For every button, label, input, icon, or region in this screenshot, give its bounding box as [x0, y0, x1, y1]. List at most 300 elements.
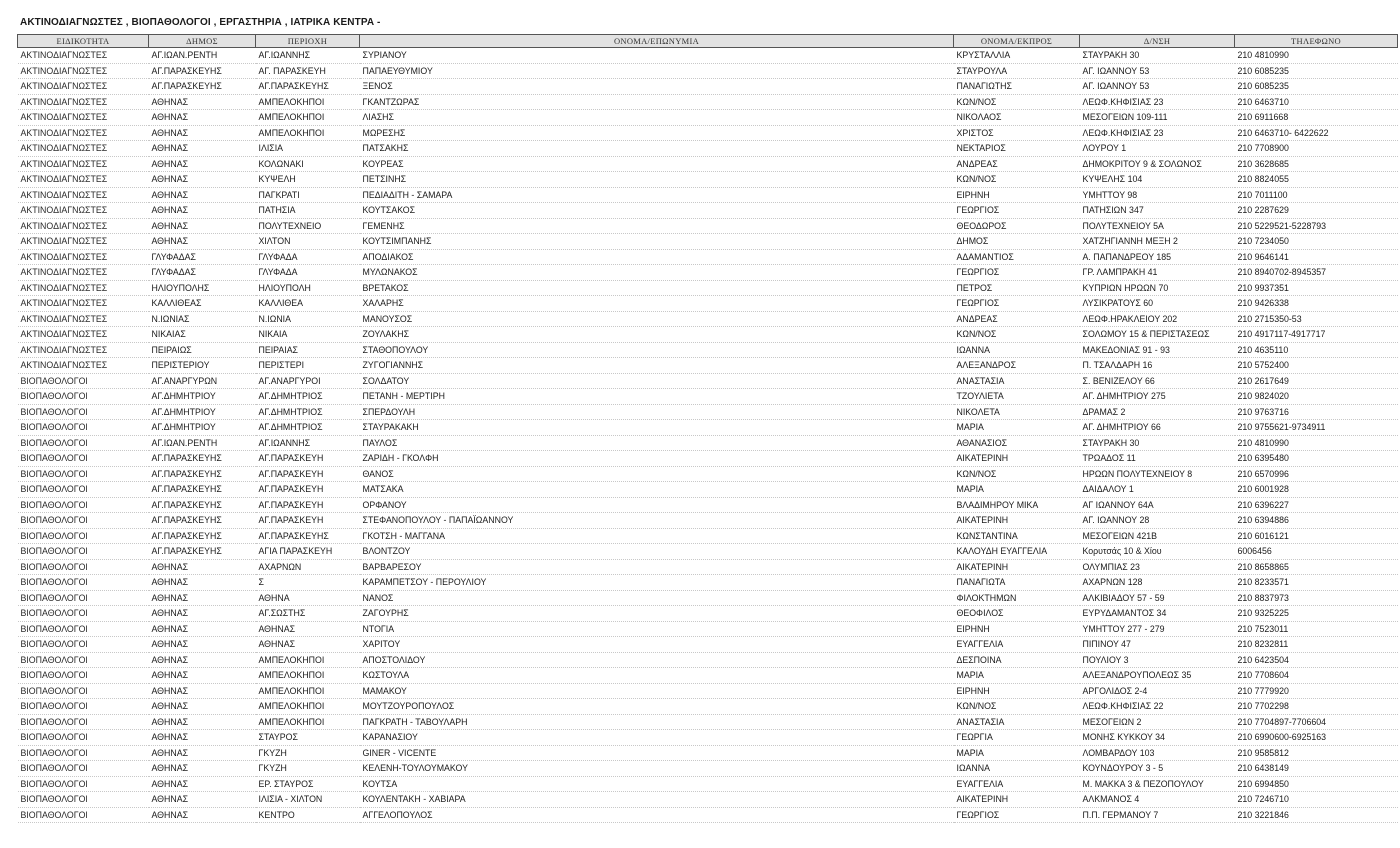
cell-first-name: ΑΙΚΑΤΕΡΙΝΗ — [954, 559, 1080, 575]
cell-name: ΓΚΟΤΣΗ - ΜΑΓΓΑΝΑ — [360, 528, 954, 544]
cell-phone: 210 2287629 — [1235, 203, 1398, 219]
cell-first-name: ΕΥΑΓΓΕΛΙΑ — [954, 776, 1080, 792]
cell-first-name: ΚΑΛΟΥΔΗ ΕΥΑΓΓΕΛΙΑ — [954, 544, 1080, 560]
cell-area: ΑΜΠΕΛΟΚΗΠΟΙ — [256, 94, 360, 110]
cell-first-name: ΑΙΚΑΤΕΡΙΝΗ — [954, 451, 1080, 467]
cell-first-name: ΕΙΡΗΝΗ — [954, 621, 1080, 637]
cell-area: ΑΓ.ΠΑΡΑΣΚΕΥΗ — [256, 466, 360, 482]
cell-name: ΜΑΝΟΥΣΟΣ — [360, 311, 954, 327]
cell-address: ΥΜΗΤΤΟΥ 277 - 279 — [1080, 621, 1235, 637]
cell-phone: 210 6911668 — [1235, 110, 1398, 126]
cell-phone: 210 8824055 — [1235, 172, 1398, 188]
cell-municipality: ΑΘΗΝΑΣ — [149, 730, 256, 746]
cell-phone: 210 3628685 — [1235, 156, 1398, 172]
cell-first-name: ΜΑΡΙΑ — [954, 745, 1080, 761]
table-row — [18, 249, 1398, 265]
cell-first-name: ΚΡΥΣΤΑΛΛΙΑ — [954, 48, 1080, 64]
cell-first-name: ΑΔΑΜΑΝΤΙΟΣ — [954, 249, 1080, 265]
cell-address: ΠΙΠΙΝΟΥ 47 — [1080, 637, 1235, 653]
cell-address: ΑΓ. ΙΩΑΝΝΟΥ 28 — [1080, 513, 1235, 529]
cell-specialty: ΒΙΟΠΑΘΟΛΟΓΟΙ — [18, 606, 149, 622]
cell-municipality: ΑΘΗΝΑΣ — [149, 776, 256, 792]
cell-first-name: ΔΗΜΟΣ — [954, 234, 1080, 250]
table-row — [18, 575, 1398, 591]
cell-specialty: ΑΚΤΙΝΟΔΙΑΓΝΩΣΤΕΣ — [18, 280, 149, 296]
cell-phone: 210 7523011 — [1235, 621, 1398, 637]
cell-address: ΛΕΩΦ.ΚΗΦΙΣΙΑΣ 22 — [1080, 699, 1235, 715]
cell-address: ΔΗΜΟΚΡΙΤΟΥ 9 & ΣΟΛΩΝΟΣ — [1080, 156, 1235, 172]
cell-area: ΙΛΙΣΙΑ - ΧΙΛΤΟΝ — [256, 792, 360, 808]
cell-name: ΜΩΡΕΣΗΣ — [360, 125, 954, 141]
cell-phone: 210 9585812 — [1235, 745, 1398, 761]
cell-first-name: ΝΙΚΟΛΑΟΣ — [954, 110, 1080, 126]
cell-first-name: ΓΕΩΡΓΙΟΣ — [954, 203, 1080, 219]
cell-address: ΠΟΛΥΤΕΧΝΕΙΟΥ 5Α — [1080, 218, 1235, 234]
cell-area: ΚΟΛΩΝΑΚΙ — [256, 156, 360, 172]
table-row — [18, 730, 1398, 746]
cell-phone: 210 8232811 — [1235, 637, 1398, 653]
table-row — [18, 110, 1398, 126]
cell-municipality: ΑΓ.ΠΑΡΑΣΚΕΥΗΣ — [149, 513, 256, 529]
cell-area: ΑΘΗΝΑΣ — [256, 621, 360, 637]
cell-area: ΑΓ.ΔΗΜΗΤΡΙΟΣ — [256, 420, 360, 436]
table-row — [18, 94, 1398, 110]
cell-name: ΘΑΝΟΣ — [360, 466, 954, 482]
table-row — [18, 606, 1398, 622]
cell-name: ΓΕΜΕΝΗΣ — [360, 218, 954, 234]
cell-area: ΑΓ.ΠΑΡΑΣΚΕΥΗΣ — [256, 528, 360, 544]
cell-phone: 210 7246710 — [1235, 792, 1398, 808]
cell-specialty: ΒΙΟΠΑΘΟΛΟΓΟΙ — [18, 544, 149, 560]
cell-name: ΣΤΑΥΡΑΚΑΚΗ — [360, 420, 954, 436]
cell-name: ΠΑΤΣΑΚΗΣ — [360, 141, 954, 157]
cell-municipality: ΑΘΗΝΑΣ — [149, 668, 256, 684]
cell-address: ΣΟΛΩΜΟΥ 15 & ΠΕΡΙΣΤΑΣΕΩΣ — [1080, 327, 1235, 343]
table-row — [18, 172, 1398, 188]
cell-phone: 210 8233571 — [1235, 575, 1398, 591]
table-row — [18, 544, 1398, 560]
cell-first-name: ΒΛΑΔΙΜΗΡΟΥ ΜΙΚΑ — [954, 497, 1080, 513]
cell-name: ΝΤΟΓΙΑ — [360, 621, 954, 637]
cell-specialty: ΒΙΟΠΑΘΟΛΟΓΟΙ — [18, 637, 149, 653]
cell-municipality: ΑΘΗΝΑΣ — [149, 637, 256, 653]
cell-phone: 210 3221846 — [1235, 807, 1398, 823]
cell-phone: 210 2617649 — [1235, 373, 1398, 389]
header-specialty: ΕΙΔΙΚΟΤΗΤΑ — [18, 35, 149, 48]
cell-first-name: ΠΑΝΑΓΙΩΤΑ — [954, 575, 1080, 591]
cell-name: ΟΡΦΑΝΟΥ — [360, 497, 954, 513]
cell-specialty: ΒΙΟΠΑΘΟΛΟΓΟΙ — [18, 404, 149, 420]
document-title: ΑΚΤΙΝΟΔΙΑΓΝΩΣΤΕΣ , ΒΙΟΠΑΘΟΛΟΓΟΙ , ΕΡΓΑΣΤΗΡΙΑ , ΙΑΤΡΙΚΑ ΚΕΝΤΡΑ - — [20, 17, 381, 28]
cell-specialty: ΒΙΟΠΑΘΟΛΟΓΟΙ — [18, 745, 149, 761]
cell-specialty: ΒΙΟΠΑΘΟΛΟΓΟΙ — [18, 730, 149, 746]
cell-first-name: ΜΑΡΙΑ — [954, 482, 1080, 498]
cell-area: ΑΜΠΕΛΟΚΗΠΟΙ — [256, 125, 360, 141]
cell-area: ΓΛΥΦΑΔΑ — [256, 249, 360, 265]
cell-address: ΛΕΩΦ.ΗΡΑΚΛΕΙΟΥ 202 — [1080, 311, 1235, 327]
cell-municipality: Ν.ΙΩΝΙΑΣ — [149, 311, 256, 327]
cell-specialty: ΒΙΟΠΑΘΟΛΟΓΟΙ — [18, 575, 149, 591]
cell-specialty: ΒΙΟΠΑΘΟΛΟΓΟΙ — [18, 451, 149, 467]
cell-phone: 210 9763716 — [1235, 404, 1398, 420]
cell-address: ΤΡΩΑΔΟΣ 11 — [1080, 451, 1235, 467]
cell-address: ΜΕΣΟΓΕΙΩΝ 421Β — [1080, 528, 1235, 544]
cell-municipality: ΠΕΙΡΑΙΩΣ — [149, 342, 256, 358]
cell-address: ΛΕΩΦ.ΚΗΦΙΣΙΑΣ 23 — [1080, 94, 1235, 110]
cell-area: ΓΛΥΦΑΔΑ — [256, 265, 360, 281]
cell-specialty: ΒΙΟΠΑΘΟΛΟΓΟΙ — [18, 714, 149, 730]
cell-first-name: ΚΩΝ/ΝΟΣ — [954, 699, 1080, 715]
cell-first-name: ΑΝΑΣΤΑΣΙΑ — [954, 714, 1080, 730]
cell-area: ΗΛΙΟΥΠΟΛΗ — [256, 280, 360, 296]
cell-municipality: ΑΓ.ΙΩΑΝ.ΡΕΝΤΗ — [149, 435, 256, 451]
cell-area: ΠΕΡΙΣΤΕΡΙ — [256, 358, 360, 374]
cell-first-name: ΚΩΝΣΤΑΝΤΙΝΑ — [954, 528, 1080, 544]
cell-phone: 210 6001928 — [1235, 482, 1398, 498]
cell-name: ΒΡΕΤΑΚΟΣ — [360, 280, 954, 296]
cell-address: ΑΛΚΜΑΝΟΣ 4 — [1080, 792, 1235, 808]
cell-name: ΑΓΓΕΛΟΠΟΥΛΟΣ — [360, 807, 954, 823]
cell-municipality: ΑΘΗΝΑΣ — [149, 590, 256, 606]
cell-municipality: ΑΘΗΝΑΣ — [149, 187, 256, 203]
cell-phone: 210 6438149 — [1235, 761, 1398, 777]
cell-specialty: ΑΚΤΙΝΟΔΙΑΓΝΩΣΤΕΣ — [18, 63, 149, 79]
cell-first-name: ΚΩΝ/ΝΟΣ — [954, 94, 1080, 110]
cell-name: ΧΑΡΙΤΟΥ — [360, 637, 954, 653]
table-row — [18, 637, 1398, 653]
cell-name: ΚΑΡΑΝΑΣΙΟΥ — [360, 730, 954, 746]
cell-phone: 210 7011100 — [1235, 187, 1398, 203]
cell-area: ΑΓ.ΠΑΡΑΣΚΕΥΗ — [256, 482, 360, 498]
cell-area: ΑΓ. ΠΑΡΑΣΚΕΥΗ — [256, 63, 360, 79]
table-row — [18, 792, 1398, 808]
header-address: Δ/ΝΣΗ — [1080, 35, 1235, 48]
cell-area: ΑΜΠΕΛΟΚΗΠΟΙ — [256, 652, 360, 668]
cell-specialty: ΒΙΟΠΑΘΟΛΟΓΟΙ — [18, 482, 149, 498]
directory-table — [17, 34, 1398, 823]
cell-name: ΚΟΥΡΕΑΣ — [360, 156, 954, 172]
table-row — [18, 342, 1398, 358]
cell-address: ΑΡΓΟΛΙΔΟΣ 2-4 — [1080, 683, 1235, 699]
cell-area: ΠΟΛΥΤΕΧΝΕΙΟ — [256, 218, 360, 234]
cell-first-name: ΘΕΟΦΙΛΟΣ — [954, 606, 1080, 622]
cell-address: ΜΟΝΗΣ ΚΥΚΚΟΥ 34 — [1080, 730, 1235, 746]
cell-address: ΟΛΥΜΠΙΑΣ 23 — [1080, 559, 1235, 575]
cell-name: ΞΕΝΟΣ — [360, 79, 954, 95]
cell-address: ΑΧΑΡΝΩΝ 128 — [1080, 575, 1235, 591]
cell-specialty: ΑΚΤΙΝΟΔΙΑΓΝΩΣΤΕΣ — [18, 172, 149, 188]
cell-name: ΚΩΣΤΟΥΛΑ — [360, 668, 954, 684]
cell-specialty: ΑΚΤΙΝΟΔΙΑΓΝΩΣΤΕΣ — [18, 156, 149, 172]
cell-first-name: ΕΥΑΓΓΕΛΙΑ — [954, 637, 1080, 653]
cell-municipality: ΑΘΗΝΑΣ — [149, 683, 256, 699]
cell-phone: 210 9426338 — [1235, 296, 1398, 312]
cell-municipality: ΑΓ.ΠΑΡΑΣΚΕΥΗΣ — [149, 482, 256, 498]
cell-first-name: ΘΕΟΔΩΡΟΣ — [954, 218, 1080, 234]
cell-specialty: ΒΙΟΠΑΘΟΛΟΓΟΙ — [18, 590, 149, 606]
cell-phone: 210 6423504 — [1235, 652, 1398, 668]
cell-name: ΧΑΛΑΡΗΣ — [360, 296, 954, 312]
cell-municipality: ΑΓ.ΠΑΡΑΣΚΕΥΗΣ — [149, 544, 256, 560]
table-row — [18, 683, 1398, 699]
cell-phone: 210 9755621-9734911 — [1235, 420, 1398, 436]
cell-name: ΛΙΑΣΗΣ — [360, 110, 954, 126]
cell-name: ΣΥΡΙΑΝΟΥ — [360, 48, 954, 64]
cell-first-name: ΕΙΡΗΝΗ — [954, 187, 1080, 203]
cell-municipality: ΑΓ.ΠΑΡΑΣΚΕΥΗΣ — [149, 63, 256, 79]
cell-name: ΒΑΡΒΑΡΕΣΟΥ — [360, 559, 954, 575]
cell-address: ΧΑΤΖΗΓΙΑΝΝΗ ΜΕΞΗ 2 — [1080, 234, 1235, 250]
cell-specialty: ΒΙΟΠΑΘΟΛΟΓΟΙ — [18, 807, 149, 823]
cell-phone: 210 7704897-7706604 — [1235, 714, 1398, 730]
cell-address: ΑΓ. ΔΗΜΗΤΡΙΟΥ 66 — [1080, 420, 1235, 436]
cell-specialty: ΑΚΤΙΝΟΔΙΑΓΝΩΣΤΕΣ — [18, 218, 149, 234]
cell-address: ΑΛΕΞΑΝΔΡΟΥΠΟΛΕΩΣ 35 — [1080, 668, 1235, 684]
cell-phone: 210 7234050 — [1235, 234, 1398, 250]
cell-area: ΑΜΠΕΛΟΚΗΠΟΙ — [256, 110, 360, 126]
table-row — [18, 435, 1398, 451]
cell-address: ΓΡ. ΛΑΜΠΡΑΚΗ 41 — [1080, 265, 1235, 281]
cell-area: ΑΜΠΕΛΟΚΗΠΟΙ — [256, 683, 360, 699]
cell-municipality: ΑΘΗΝΑΣ — [149, 621, 256, 637]
cell-area: ΑΜΠΕΛΟΚΗΠΟΙ — [256, 699, 360, 715]
cell-municipality: ΑΘΗΝΑΣ — [149, 761, 256, 777]
cell-first-name: ΑΘΑΝΑΣΙΟΣ — [954, 435, 1080, 451]
cell-first-name: ΚΩΝ/ΝΟΣ — [954, 466, 1080, 482]
cell-address: ΑΛΚΙΒΙΑΔΟΥ 57 - 59 — [1080, 590, 1235, 606]
cell-name: ΚΑΡΑΜΠΕΤΣΟΥ - ΠΕΡΟΥΛΙΟΥ — [360, 575, 954, 591]
cell-area: ΣΤΑΥΡΟΣ — [256, 730, 360, 746]
cell-municipality: ΑΘΗΝΑΣ — [149, 141, 256, 157]
cell-area: ΚΑΛΛΙΘΕΑ — [256, 296, 360, 312]
cell-area: ΑΘΗΝΑ — [256, 590, 360, 606]
cell-name: ΜΑΜΑΚΟΥ — [360, 683, 954, 699]
cell-phone: 210 4810990 — [1235, 435, 1398, 451]
cell-phone: 210 7702298 — [1235, 699, 1398, 715]
table-row — [18, 125, 1398, 141]
cell-first-name: ΙΩΑΝΝΑ — [954, 761, 1080, 777]
table-header-row — [18, 35, 1398, 48]
table-row — [18, 187, 1398, 203]
cell-specialty: ΑΚΤΙΝΟΔΙΑΓΝΩΣΤΕΣ — [18, 342, 149, 358]
cell-municipality: ΑΓ.ΠΑΡΑΣΚΕΥΗΣ — [149, 497, 256, 513]
cell-municipality: ΓΛΥΦΑΔΑΣ — [149, 249, 256, 265]
cell-address: Μ. ΜΑΚΚΑ 3 & ΠΕΖΟΠΟΥΛΟΥ — [1080, 776, 1235, 792]
cell-phone: 210 8940702-8945357 — [1235, 265, 1398, 281]
cell-address: ΑΓ ΙΩΑΝΝΟΥ 64Α — [1080, 497, 1235, 513]
cell-name: ΜΑΤΣΑΚΑ — [360, 482, 954, 498]
cell-specialty: ΒΙΟΠΑΘΟΛΟΓΟΙ — [18, 513, 149, 529]
table-row — [18, 761, 1398, 777]
cell-municipality: ΠΕΡΙΣΤΕΡΙΟΥ — [149, 358, 256, 374]
cell-area: ΙΛΙΣΙΑ — [256, 141, 360, 157]
cell-area: ΕΡ. ΣΤΑΥΡΟΣ — [256, 776, 360, 792]
cell-phone: 210 6395480 — [1235, 451, 1398, 467]
cell-phone: 210 8837973 — [1235, 590, 1398, 606]
cell-municipality: ΑΘΗΝΑΣ — [149, 234, 256, 250]
cell-phone: 210 4917117-4917717 — [1235, 327, 1398, 343]
cell-municipality: ΑΓ.ΑΝΑΡΓΥΡΩΝ — [149, 373, 256, 389]
table-row — [18, 327, 1398, 343]
cell-phone: 210 9646141 — [1235, 249, 1398, 265]
cell-name: ΚΟΥΛΕΝΤΑΚΗ - ΧΑΒΙΑΡΑ — [360, 792, 954, 808]
cell-municipality: ΑΘΗΝΑΣ — [149, 218, 256, 234]
cell-first-name: ΝΙΚΟΛΕΤΑ — [954, 404, 1080, 420]
cell-phone: 210 6994850 — [1235, 776, 1398, 792]
cell-municipality: ΑΘΗΝΑΣ — [149, 714, 256, 730]
cell-phone: 210 6990600-6925163 — [1235, 730, 1398, 746]
cell-address: ΛΕΩΦ.ΚΗΦΙΣΙΑΣ 23 — [1080, 125, 1235, 141]
table-row — [18, 466, 1398, 482]
cell-address: ΑΓ. ΙΩΑΝΝΟΥ 53 — [1080, 63, 1235, 79]
cell-specialty: ΒΙΟΠΑΘΟΛΟΓΟΙ — [18, 652, 149, 668]
table-row — [18, 311, 1398, 327]
cell-specialty: ΑΚΤΙΝΟΔΙΑΓΝΩΣΤΕΣ — [18, 79, 149, 95]
cell-name: ΒΛΟΝΤΖΟΥ — [360, 544, 954, 560]
cell-area: ΑΓ.ΠΑΡΑΣΚΕΥΗ — [256, 497, 360, 513]
cell-address: ΜΕΣΟΓΕΙΩΝ 2 — [1080, 714, 1235, 730]
header-municipality: ΔΗΜΟΣ — [149, 35, 256, 48]
cell-name: ΜΥΛΩΝΑΚΟΣ — [360, 265, 954, 281]
cell-name: ΖΟΥΛΑΚΗΣ — [360, 327, 954, 343]
cell-area: ΑΓ.ΙΩΑΝΝΗΣ — [256, 435, 360, 451]
cell-name: ΚΕΛΕΝΗ-ΤΟΥΛΟΥΜΑΚΟΥ — [360, 761, 954, 777]
cell-address: ΚΥΨΕΛΗΣ 104 — [1080, 172, 1235, 188]
cell-name: ΜΟΥΤΖΟΥΡΟΠΟΥΛΟΣ — [360, 699, 954, 715]
cell-first-name: ΓΕΩΡΓΙΑ — [954, 730, 1080, 746]
cell-specialty: ΒΙΟΠΑΘΟΛΟΓΟΙ — [18, 761, 149, 777]
cell-municipality: ΗΛΙΟΥΠΟΛΗΣ — [149, 280, 256, 296]
cell-phone: 210 7708900 — [1235, 141, 1398, 157]
table-row — [18, 404, 1398, 420]
table-row — [18, 652, 1398, 668]
cell-phone: 210 6394886 — [1235, 513, 1398, 529]
cell-area: ΧΙΛΤΟΝ — [256, 234, 360, 250]
cell-phone: 210 4810990 — [1235, 48, 1398, 64]
table-row — [18, 48, 1398, 64]
cell-specialty: ΒΙΟΠΑΘΟΛΟΓΟΙ — [18, 528, 149, 544]
cell-address: ΔΡΑΜΑΣ 2 — [1080, 404, 1235, 420]
cell-area: ΠΑΤΗΣΙΑ — [256, 203, 360, 219]
cell-address: ΚΟΥΝΔΟΥΡΟΥ 3 - 5 — [1080, 761, 1235, 777]
cell-phone: 210 6085235 — [1235, 79, 1398, 95]
cell-name: ΠΑΓΚΡΑΤΗ - ΤΑΒΟΥΛΑΡΗ — [360, 714, 954, 730]
cell-first-name: ΤΖΟΥΛΙΕΤΑ — [954, 389, 1080, 405]
cell-area: ΑΓ.ΔΗΜΗΤΡΙΟΣ — [256, 404, 360, 420]
cell-specialty: ΑΚΤΙΝΟΔΙΑΓΝΩΣΤΕΣ — [18, 234, 149, 250]
table-row — [18, 528, 1398, 544]
cell-municipality: ΑΓ.ΠΑΡΑΣΚΕΥΗΣ — [149, 79, 256, 95]
cell-municipality: ΑΘΗΝΑΣ — [149, 575, 256, 591]
cell-phone: 210 2715350-53 — [1235, 311, 1398, 327]
table-row — [18, 79, 1398, 95]
cell-area: ΑΓ.ΣΩΣΤΗΣ — [256, 606, 360, 622]
cell-phone: 210 6570996 — [1235, 466, 1398, 482]
cell-area: ΑΓ.ΠΑΡΑΣΚΕΥΗ — [256, 451, 360, 467]
cell-address: Σ. ΒΕΝΙΖΕΛΟΥ 66 — [1080, 373, 1235, 389]
cell-area: ΑΓ.ΔΗΜΗΤΡΙΟΣ — [256, 389, 360, 405]
cell-specialty: ΒΙΟΠΑΘΟΛΟΓΟΙ — [18, 466, 149, 482]
cell-specialty: ΑΚΤΙΝΟΔΙΑΓΝΩΣΤΕΣ — [18, 110, 149, 126]
cell-specialty: ΒΙΟΠΑΘΟΛΟΓΟΙ — [18, 668, 149, 684]
cell-municipality: ΑΘΗΝΑΣ — [149, 125, 256, 141]
cell-address: ΣΤΑΥΡΑΚΗ 30 — [1080, 48, 1235, 64]
cell-area: ΑΜΠΕΛΟΚΗΠΟΙ — [256, 714, 360, 730]
cell-first-name: ΓΕΩΡΓΙΟΣ — [954, 807, 1080, 823]
cell-specialty: ΑΚΤΙΝΟΔΙΑΓΝΩΣΤΕΣ — [18, 311, 149, 327]
cell-name: ΖΥΓΟΓΙΑΝΝΗΣ — [360, 358, 954, 374]
cell-first-name: ΑΛΕΞΑΝΔΡΟΣ — [954, 358, 1080, 374]
cell-phone: 210 7708604 — [1235, 668, 1398, 684]
cell-area: ΑΓΙΑ ΠΑΡΑΣΚΕΥΗ — [256, 544, 360, 560]
table-row — [18, 389, 1398, 405]
cell-municipality: ΑΘΗΝΑΣ — [149, 792, 256, 808]
cell-area: ΚΕΝΤΡΟ — [256, 807, 360, 823]
cell-area: Ν.ΙΩΝΙΑ — [256, 311, 360, 327]
cell-name: GINER - VICENTE — [360, 745, 954, 761]
cell-area: ΠΑΓΚΡΑΤΙ — [256, 187, 360, 203]
cell-specialty: ΒΙΟΠΑΘΟΛΟΓΟΙ — [18, 497, 149, 513]
cell-address: Α. ΠΑΠΑΝΔΡΕΟΥ 185 — [1080, 249, 1235, 265]
cell-specialty: ΑΚΤΙΝΟΔΙΑΓΝΩΣΤΕΣ — [18, 94, 149, 110]
cell-specialty: ΑΚΤΙΝΟΔΙΑΓΝΩΣΤΕΣ — [18, 203, 149, 219]
table-row — [18, 451, 1398, 467]
cell-area: ΑΧΑΡΝΩΝ — [256, 559, 360, 575]
cell-phone: 210 6463710- 6422622 — [1235, 125, 1398, 141]
table-row — [18, 482, 1398, 498]
cell-specialty: ΒΙΟΠΑΘΟΛΟΓΟΙ — [18, 776, 149, 792]
cell-phone: 210 5229521-5228793 — [1235, 218, 1398, 234]
table-row — [18, 265, 1398, 281]
cell-area: ΑΓ.ΑΝΑΡΓΥΡΟΙ — [256, 373, 360, 389]
cell-phone: 210 6085235 — [1235, 63, 1398, 79]
cell-name: ΚΟΥΤΣΑ — [360, 776, 954, 792]
cell-first-name: ΑΙΚΑΤΕΡΙΝΗ — [954, 513, 1080, 529]
cell-phone: 210 5752400 — [1235, 358, 1398, 374]
cell-phone: 210 6396227 — [1235, 497, 1398, 513]
cell-name: ΠΑΠΑΕΥΘΥΜΙΟΥ — [360, 63, 954, 79]
cell-name: ΓΚΑΝΤΖΩΡΑΣ — [360, 94, 954, 110]
cell-municipality: ΑΘΗΝΑΣ — [149, 652, 256, 668]
cell-first-name: ΦΙΛΟΚΤΗΜΩΝ — [954, 590, 1080, 606]
cell-first-name: ΙΩΑΝΝΑ — [954, 342, 1080, 358]
table-row — [18, 156, 1398, 172]
table-row — [18, 513, 1398, 529]
cell-area: Σ — [256, 575, 360, 591]
header-area: ΠΕΡΙΟΧΗ — [256, 35, 360, 48]
cell-municipality: ΑΓ.ΙΩΑΝ.ΡΕΝΤΗ — [149, 48, 256, 64]
cell-name: ΠΑΥΛΟΣ — [360, 435, 954, 451]
cell-municipality: ΑΓ.ΠΑΡΑΣΚΕΥΗΣ — [149, 451, 256, 467]
cell-first-name: ΠΕΤΡΟΣ — [954, 280, 1080, 296]
cell-specialty: ΒΙΟΠΑΘΟΛΟΓΟΙ — [18, 373, 149, 389]
cell-first-name: ΑΝΔΡΕΑΣ — [954, 311, 1080, 327]
cell-municipality: ΑΘΗΝΑΣ — [149, 172, 256, 188]
cell-first-name: ΧΡΙΣΤΟΣ — [954, 125, 1080, 141]
cell-address: ΛΥΣΙΚΡΑΤΟΥΣ 60 — [1080, 296, 1235, 312]
cell-address: ΥΜΗΤΤΟΥ 98 — [1080, 187, 1235, 203]
cell-municipality: ΑΘΗΝΑΣ — [149, 203, 256, 219]
table-row — [18, 218, 1398, 234]
cell-specialty: ΑΚΤΙΝΟΔΙΑΓΝΩΣΤΕΣ — [18, 327, 149, 343]
table-row — [18, 668, 1398, 684]
cell-area: ΓΚΥΖΗ — [256, 761, 360, 777]
cell-phone: 210 7779920 — [1235, 683, 1398, 699]
cell-name: ΖΑΡΙΔΗ - ΓΚΟΛΦΗ — [360, 451, 954, 467]
cell-specialty: ΑΚΤΙΝΟΔΙΑΓΝΩΣΤΕΣ — [18, 141, 149, 157]
table-row — [18, 699, 1398, 715]
cell-area: ΑΘΗΝΑΣ — [256, 637, 360, 653]
